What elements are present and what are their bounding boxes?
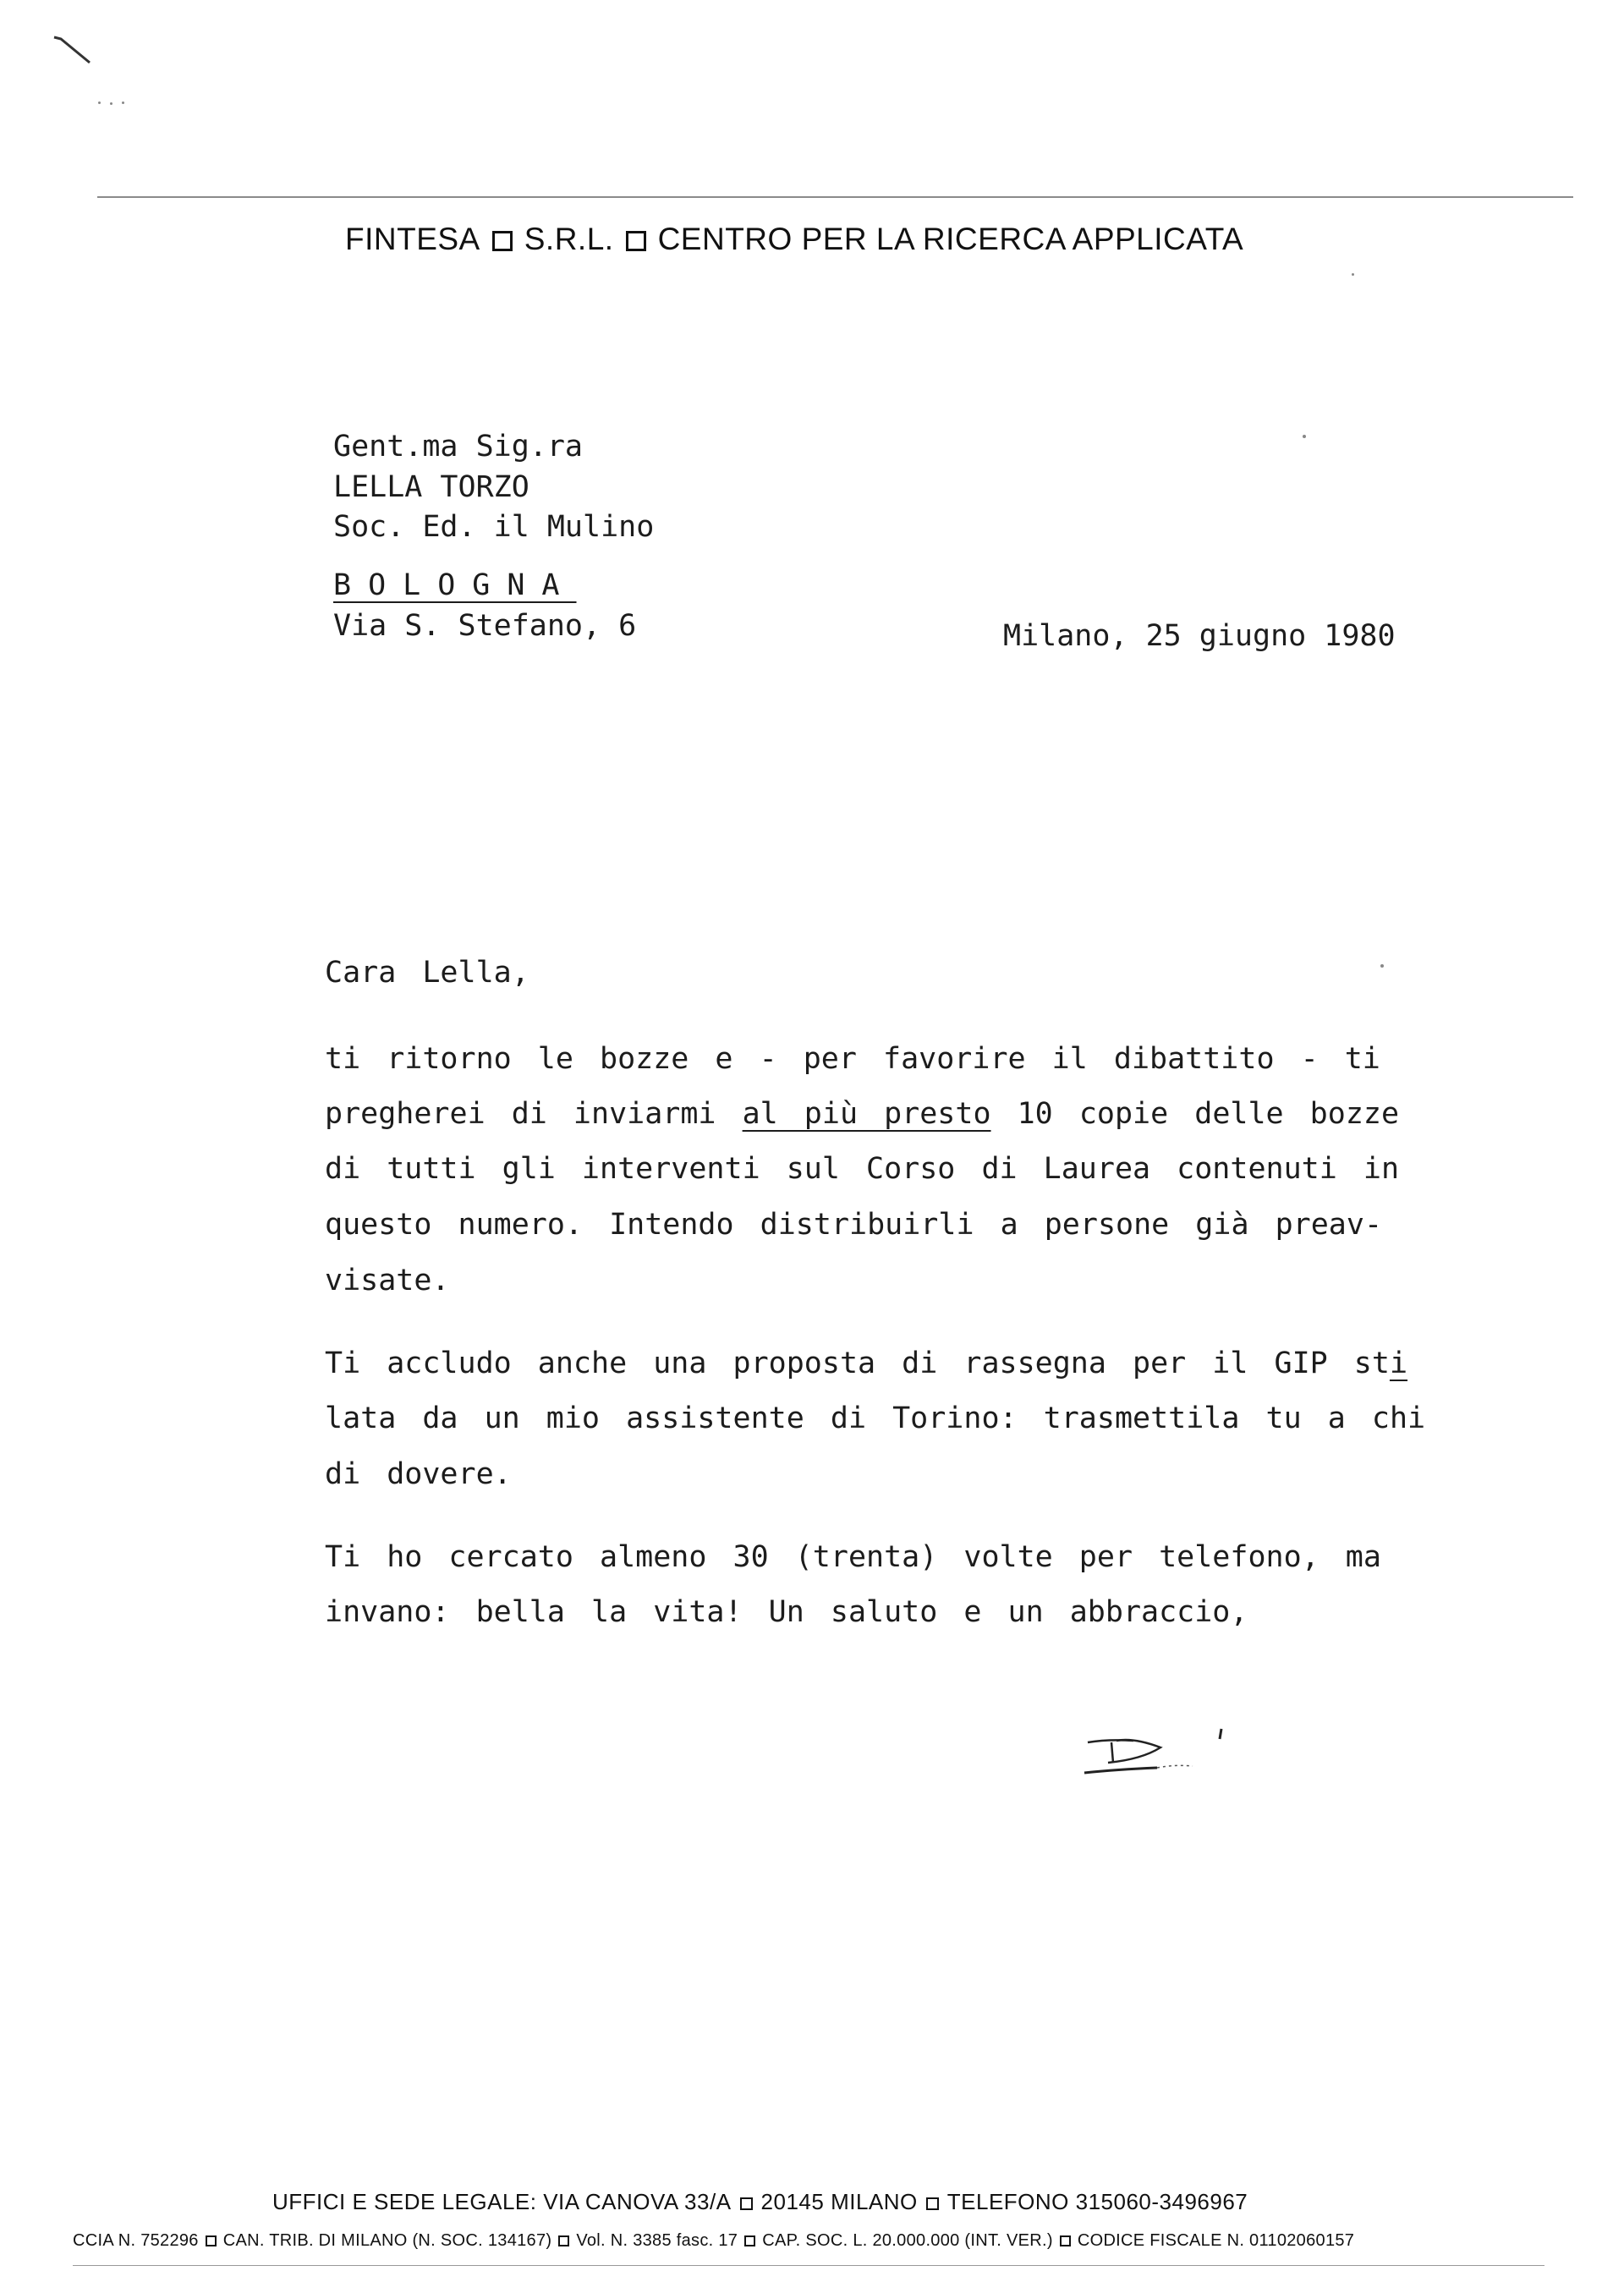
letterhead: [345, 222, 1445, 257]
footer-ccia: CCIA N. 752296: [73, 2231, 199, 2250]
footer-tax-code: CODICE FISCALE N. 01102060157: [1077, 2231, 1355, 2250]
recipient-city: BOLOGNA: [333, 568, 577, 602]
recipient-name: LELLA TORZO: [333, 470, 529, 504]
speck: [110, 102, 112, 105]
square-bullet-icon: [1060, 2235, 1071, 2246]
paragraph-1-line-2: [325, 1097, 1399, 1131]
paragraph-2-line-1: [325, 1347, 1407, 1380]
speck: [122, 101, 124, 104]
square-bullet-icon: [926, 2197, 939, 2210]
text-segment: pregherei di inviarmi: [325, 1097, 743, 1131]
letterhead-tagline: CENTRO PER LA RICERCA APPLICATA: [657, 222, 1244, 256]
footer-registration-line: [73, 2231, 1354, 2251]
square-bullet-icon: [492, 231, 513, 251]
speck: [1380, 964, 1384, 968]
paragraph-1-line-1: ti ritorno le bozze e - per favorire il dibattito - ti: [325, 1042, 1380, 1076]
paragraph-3-line-2: invano: bella la vita! Un saluto e un abbraccio,: [325, 1595, 1248, 1629]
underlined-emphasis: al più presto: [742, 1097, 991, 1131]
footer-address-line: [272, 2189, 1248, 2215]
date-line: Milano, 25 giugno 1980: [1003, 619, 1396, 653]
letterhead-legal-form: S.R.L.: [524, 222, 614, 256]
footer-volume: Vol. N. 3385 fasc. 17: [576, 2231, 738, 2250]
speck: [1303, 435, 1306, 438]
paragraph-3-line-1: Ti ho cercato almeno 30 (trenta) volte per telefono, ma: [325, 1540, 1381, 1574]
letterhead-rule: [97, 196, 1573, 198]
paragraph-1-line-3: di tutti gli interventi sul Corso di Laurea contenuti in: [325, 1152, 1400, 1186]
footer-court-registration: CAN. TRIB. DI MILANO (N. SOC. 134167): [222, 2231, 552, 2250]
letter-greeting: Cara Lella,: [325, 956, 529, 990]
speck: [1352, 273, 1354, 276]
text-segment: Ti accludo anche una proposta di rassegna per il GIP st: [325, 1347, 1390, 1380]
square-bullet-icon: [740, 2197, 753, 2210]
paragraph-2-line-3: di dovere.: [325, 1457, 512, 1491]
square-bullet-icon: [206, 2235, 217, 2246]
footer-office-address: UFFICI E SEDE LEGALE: VIA CANOVA 33/A: [272, 2189, 732, 2214]
letterhead-company: FINTESA: [345, 222, 480, 256]
staple-mark-icon: [52, 34, 103, 68]
paragraph-1-line-5: visate.: [325, 1264, 450, 1297]
square-bullet-icon: [744, 2235, 755, 2246]
square-bullet-icon: [558, 2235, 569, 2246]
footer-rule: [73, 2265, 1544, 2266]
speck: [98, 101, 101, 104]
paragraph-2-line-2: lata da un mio assistente di Torino: trasmettila tu a chi: [325, 1402, 1426, 1435]
recipient-street: Via S. Stefano, 6: [333, 609, 637, 643]
handwritten-signature: [1083, 1725, 1252, 1785]
recipient-company: Soc. Ed. il Mulino: [333, 510, 655, 544]
recipient-salutation-line: Gent.ma Sig.ra: [333, 430, 584, 464]
text-segment: 10 copie delle bozze: [990, 1097, 1400, 1131]
paragraph-1-line-4: questo numero. Intendo distribuirli a persone già preav-: [325, 1208, 1383, 1242]
square-bullet-icon: [626, 231, 646, 251]
footer-postal-city: 20145 MILANO: [760, 2189, 918, 2214]
underlined-emphasis: i: [1389, 1347, 1408, 1380]
footer-share-capital: CAP. SOC. L. 20.000.000 (INT. VER.): [762, 2231, 1053, 2250]
footer-telephone: TELEFONO 315060-3496967: [946, 2189, 1248, 2214]
